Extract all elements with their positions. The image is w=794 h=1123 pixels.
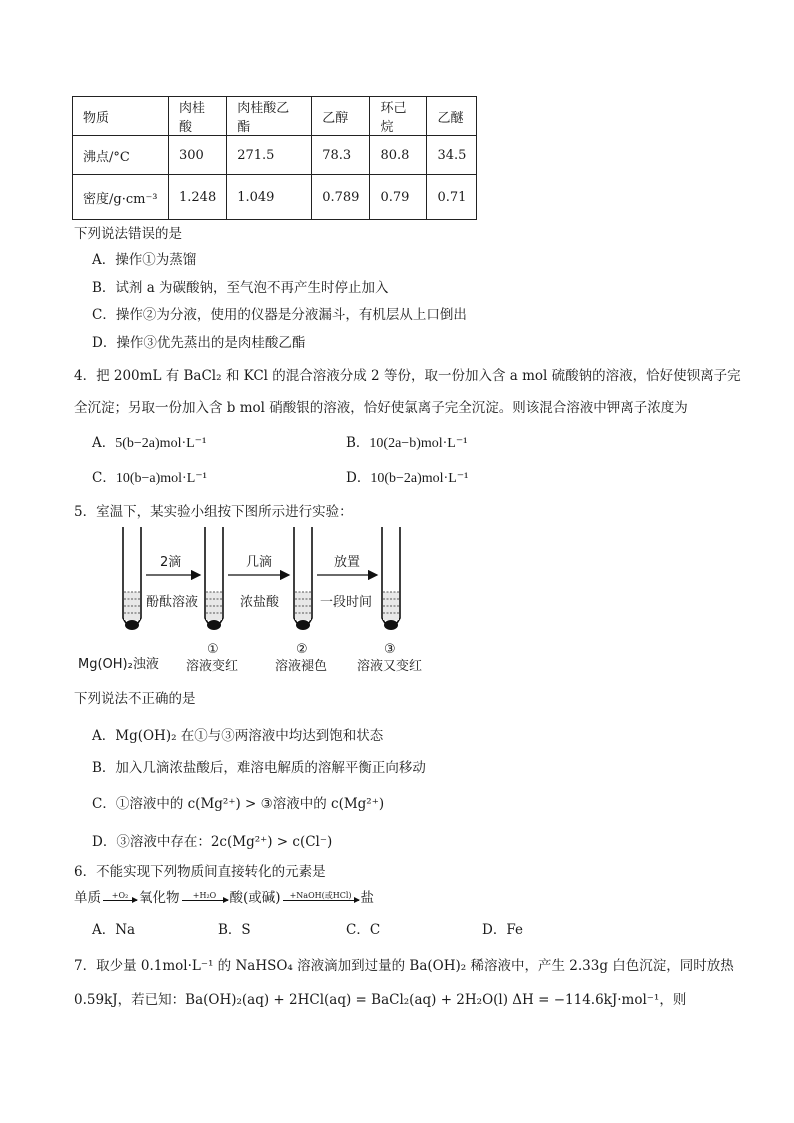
q4-option-c-formula: 10(b−a)mol·L⁻¹ xyxy=(115,471,207,486)
table-cell: 271.5 xyxy=(227,136,312,175)
initial-tube-label: Mg(OH)₂浊液 xyxy=(78,657,159,672)
table-cell: 0.79 xyxy=(370,175,427,220)
q6-option-c: C．C xyxy=(346,922,381,938)
q7-stem-line2: 0.59kJ，若已知：Ba(OH)₂(aq) + 2HCl(aq) = BaCl₂(aq) + 2H₂O(l) ΔH = −114.6kJ·mol⁻¹，则 xyxy=(74,992,687,1008)
table-header-cell: 环己烷 xyxy=(370,97,427,136)
arrow-line xyxy=(182,900,228,901)
test-tube-3 xyxy=(382,527,400,630)
q4-option-b-formula: 10(2a−b)mol·L⁻¹ xyxy=(369,436,468,451)
test-tube-initial xyxy=(123,527,141,630)
q4-option-b-label: B． xyxy=(346,435,370,451)
table-row-label: 沸点/°C xyxy=(73,136,169,175)
table-header-cell: 肉桂酸乙酯 xyxy=(227,97,312,136)
q5-option-c: C．①溶液中的 c(Mg²⁺) > ③溶液中的 c(Mg²⁺) xyxy=(92,796,385,812)
table-cell: 1.049 xyxy=(227,175,312,220)
q6-option-d: D．Fe xyxy=(482,922,523,938)
q6-option-b: B．S xyxy=(218,922,251,938)
table-cell: 80.8 xyxy=(370,136,427,175)
table-cell: 34.5 xyxy=(427,136,477,175)
arrow-line xyxy=(103,900,137,901)
chain-arrow-3-reagent: +NaOH(或HCl) xyxy=(289,890,352,900)
q5-stem: 5．室温下，某实验小组按下图所示进行实验： xyxy=(74,504,353,520)
q4-option-a-formula: 5(b−2a)mol·L⁻¹ xyxy=(115,436,207,451)
q3-option-a: A．操作①为蒸馏 xyxy=(92,252,197,268)
chain-arrow-2-reagent: +H₂O xyxy=(192,890,217,900)
test-tube-1 xyxy=(205,527,223,630)
q4-option-d-label: D． xyxy=(346,470,371,486)
tube2-text: 溶液褪色 xyxy=(275,659,328,674)
q4-stem-line2: 全沉淀；另取一份加入含 b mol 硝酸银的溶液，恰好使氯离子完全沉淀。则该混合溶液中钾离子浓度为 xyxy=(74,400,688,416)
table-header-cell: 乙醚 xyxy=(427,97,477,136)
chain-element: 单质 xyxy=(74,890,101,906)
tube3-text: 溶液又变红 xyxy=(357,659,423,674)
table-cell: 0.789 xyxy=(312,175,370,220)
q5-option-d: D．③溶液中存在：2c(Mg²⁺) > c(Cl⁻) xyxy=(92,834,333,850)
q3-stem: 下列说法错误的是 xyxy=(74,226,182,242)
step1-bottom-label: 酚酞溶液 xyxy=(146,595,199,610)
q5-question: 下列说法不正确的是 xyxy=(74,691,196,707)
table-header-cell: 肉桂酸 xyxy=(169,97,227,136)
chain-arrow-1 xyxy=(103,892,137,901)
step1-top-label: 2滴 xyxy=(160,555,182,570)
step3-top-label: 放置 xyxy=(334,555,361,570)
tube2-number: ② xyxy=(296,642,308,657)
step3-bottom-label: 一段时间 xyxy=(320,595,373,610)
arrow-line xyxy=(283,900,359,901)
q3-option-c: C．操作②为分液，使用的仪器是分液漏斗，有机层从上口倒出 xyxy=(92,307,467,323)
step2-bottom-label: 浓盐酸 xyxy=(240,595,280,610)
tube1-text: 溶液变红 xyxy=(186,659,239,674)
chain-arrow-2 xyxy=(182,892,228,901)
table-cell: 1.248 xyxy=(169,175,227,220)
chain-acid-base: 酸(或碱) xyxy=(229,890,281,906)
chain-salt: 盐 xyxy=(360,890,375,906)
step2-top-label: 几滴 xyxy=(246,555,273,570)
q6-conversion-chain xyxy=(74,886,374,906)
q3-option-b: B．试剂 a 为碳酸钠，至气泡不再产生时停止加入 xyxy=(92,280,389,296)
chain-arrow-3 xyxy=(283,892,359,901)
table-row-label: 密度/g·cm⁻³ xyxy=(73,175,169,220)
chain-oxide: 氧化物 xyxy=(139,890,180,906)
q4-option-d-formula: 10(b−2a)mol·L⁻¹ xyxy=(370,471,469,486)
q5-option-a: A．Mg(OH)₂ 在①与③两溶液中均达到饱和状态 xyxy=(92,728,384,744)
chain-arrow-1-reagent: +O₂ xyxy=(111,890,129,900)
q6-stem: 6．不能实现下列物质间直接转化的元素是 xyxy=(74,864,326,880)
q4-option-c-label: C． xyxy=(92,470,116,486)
table-header-cell: 物质 xyxy=(73,97,169,136)
table-cell: 300 xyxy=(169,136,227,175)
q4-stem-line1: 4．把 200mL 有 BaCl₂ 和 KCl 的混合溶液分成 2 等份，取一份加入含 a mol 硫酸钠的溶液，恰好使钡离子完 xyxy=(74,368,741,384)
q3-option-d: D．操作③优先蒸出的是肉桂酸乙酯 xyxy=(92,335,306,351)
table-header-cell: 乙醇 xyxy=(312,97,370,136)
table-cell: 0.71 xyxy=(427,175,477,220)
tube1-number: ① xyxy=(207,642,219,657)
table-cell: 78.3 xyxy=(312,136,370,175)
tube3-number: ③ xyxy=(384,642,396,657)
q4-option-a-label: A． xyxy=(92,435,116,451)
q7-stem-line1: 7．取少量 0.1mol·L⁻¹ 的 NaHSO₄ 溶液滴加到过量的 Ba(OH)₂ 稀溶液中，产生 2.33g 白色沉淀，同时放热 xyxy=(74,958,734,974)
test-tube-2 xyxy=(294,527,312,630)
q5-option-b: B．加入几滴浓盐酸后，难溶电解质的溶解平衡正向移动 xyxy=(92,760,426,776)
q6-option-a: A．Na xyxy=(92,922,136,938)
